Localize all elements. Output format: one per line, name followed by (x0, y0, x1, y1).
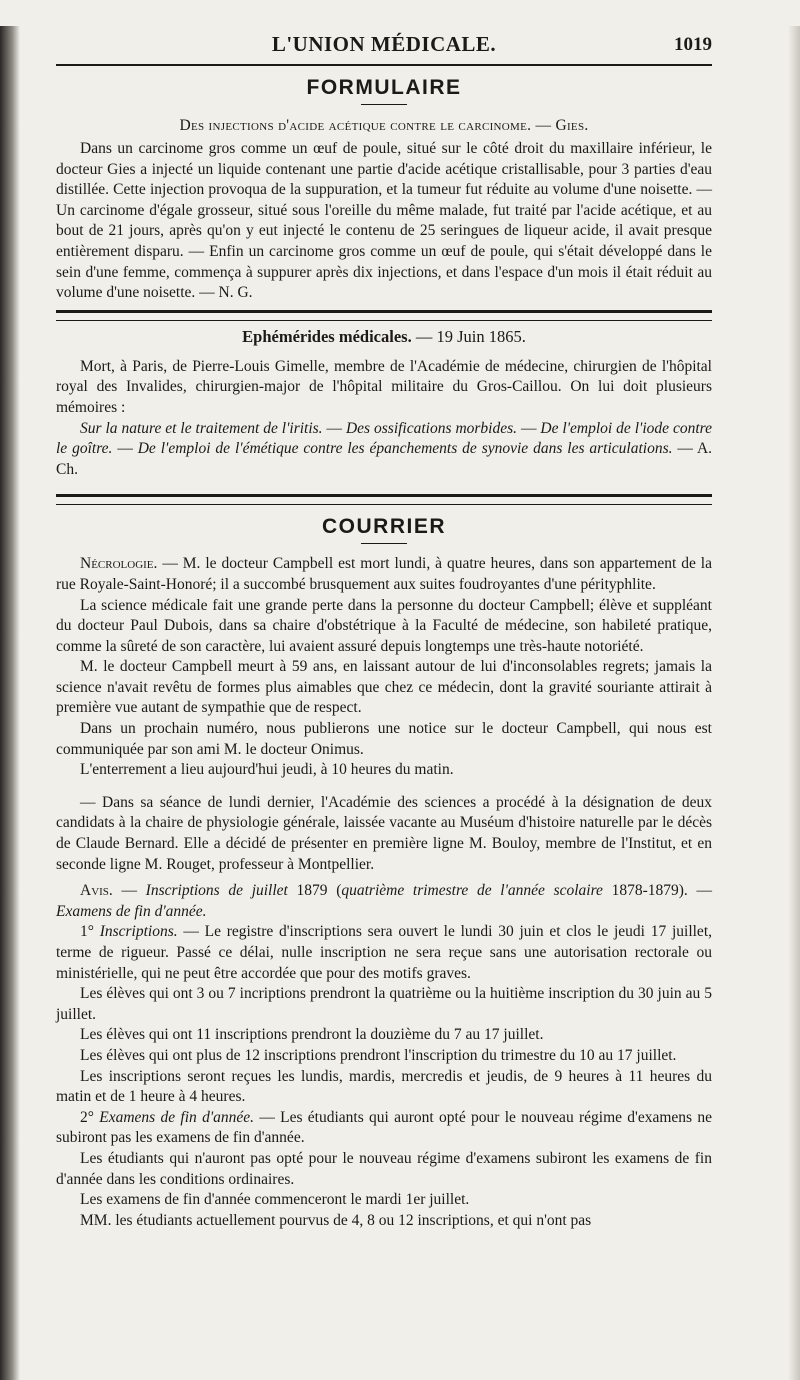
courrier-paragraph: MM. les étudiants actuellement pourvus de 4, 8 ou 12 inscriptions, et qui n'ont pas (80, 1211, 592, 1229)
avis-year: 1879 ( (287, 882, 342, 900)
courrier-paragraph: L'enterrement a lieu aujourd'hui jeudi, à 10 heures du matin. (80, 761, 454, 779)
ephemerides-date: — 19 Juin 1865. (415, 326, 526, 346)
ephemerides-label: Ephémérides médicales. (242, 326, 412, 346)
journal-page (0, 26, 800, 1380)
avis-examens: Examens de fin d'année. (56, 902, 207, 920)
ephemerides-signature: — A. Ch. (56, 440, 713, 478)
necrologie-text: — M. le docteur Campbell est mort lundi, à quatre heures, dans son appartement de la rue Royale-Saint-Honoré; il a succombé brusquement aux suites foudroyantes d'une pérityphlite. (56, 555, 712, 593)
academie-paragraph: — Dans sa séance de lundi dernier, l'Académie des sciences a procédé à la désignation de deux candidats à la chaire de physiologie générale, laissée vacante au Muséum d'histoire naturelle par le décès de Claude Bernard. Elle a décidé de présenter en première ligne M. Bouloy, membre de l'Institut, et en seconde ligne M. Rouget, professeur à Montpellier. (56, 793, 712, 873)
avis-paragraph (56, 881, 712, 922)
work-title-2: Des ossifications morbides. (345, 419, 518, 437)
examens-label: Examens de fin d'année. (99, 1108, 255, 1126)
running-head (56, 26, 712, 64)
necrologie-paragraph (56, 554, 712, 595)
page-edge-shadow (788, 26, 800, 1380)
examens-text: — Les étudiants qui auront opté pour le nouveau régime d'examens ne subiront pas les examens de fin d'année. (56, 1108, 712, 1147)
courrier-paragraph: Les élèves qui ont 11 inscriptions prendront la douzième du 7 au 17 juillet. (80, 1026, 544, 1044)
ephemerides-body: Mort, à Paris, de Pierre-Louis Gimelle, membre de l'Académie de médecine, chirurgien de l'hôpital royal des Invalides, chirurgien-major de l'hôpital militaire du Gros-Caillou. On lui doit plusieurs mémoires : (56, 357, 712, 416)
work-title-1: Sur la nature et le traitement de l'iritis. (80, 419, 323, 437)
work-title-3: De l'emploi de l'iode contre le goître. (56, 419, 713, 458)
works-separator: — (112, 440, 138, 458)
courrier-paragraph: Les étudiants qui n'auront pas opté pour le nouveau régime d'examens subiront les examens de fin d'année dans les conditions ordinaires. (56, 1149, 712, 1188)
examens-paragraph (56, 1108, 712, 1149)
heading-underline (361, 543, 407, 544)
ephemerides-works (56, 419, 712, 481)
work-title-4: De l'emploi de l'émétique contre les épanchements de synovie dans les articulations. (137, 440, 673, 458)
ephemerides-title (56, 327, 712, 347)
avis-inscriptions: Inscriptions de juillet (145, 882, 288, 900)
works-separator: — (517, 419, 541, 437)
avis-trimestre: quatrième trimestre de l'année scolaire (341, 882, 603, 900)
avis-label: Avis. (80, 882, 113, 900)
page-gutter-shadow (0, 26, 20, 1380)
header-rule (56, 64, 712, 66)
section-divider (56, 494, 712, 505)
courrier-paragraph: Les examens de fin d'année commenceront le mardi 1er juillet. (80, 1191, 470, 1209)
formulaire-body: Dans un carcinome gros comme un œuf de poule, situé sur le côté droit du maxillaire inférieur, le docteur Gies a injecté un liquide contenant une partie d'acide acétique cristallisable, pour 3 parties d'eau distillée. Cette injection provoqua de la suppuration, et la tumeur fut réduite au volume d'une noisette. — Un carcinome d'égale grosseur, situé sous l'oreille du même malade, fut traité par l'acide acétique, et au bout de 21 jours, après qu'on y eut injecté le contenu de 25 seringues de liqueur acide, il avait presque entièrement disparu. — Enfin un carcinome gros comme un œuf de poule, qui s'était développé dans le sein d'une femme, commença à suppurer après dix injections, et dans l'espace d'un mois il était réduit au volume d'une noisette. — N. G. (56, 140, 712, 302)
works-separator: — (322, 419, 346, 437)
avis-years: 1878-1879). — (602, 882, 712, 900)
avis-dash: — (112, 882, 146, 900)
courrier-paragraph: Les élèves qui ont plus de 12 inscriptions prendront l'inscription du trimestre du 10 au 17 juillet. (80, 1046, 677, 1064)
section-heading-formulaire: FORMULAIRE (306, 76, 462, 99)
inscriptions-label: Inscriptions. (99, 923, 178, 941)
section-heading-courrier: COURRIER (321, 515, 446, 539)
page-number: 1019 (674, 34, 712, 55)
list-number: 1° (80, 923, 100, 941)
inscriptions-text: — Le registre d'inscriptions sera ouvert le lundi 30 juin et clos le jeudi 17 juillet, terme de rigueur. Passé ce délai, nulle inscription ne sera reçue sans une autorisation rectorale ou ministérielle, qui ne peut être accordée que pour des motifs graves. (56, 923, 712, 982)
necrologie-label: Nécrologie. (80, 555, 158, 573)
courrier-paragraph: Les élèves qui ont 3 ou 7 incriptions prendront la quatrième ou la huitième inscription du 30 juin au 5 juillet. (56, 985, 712, 1023)
courrier-paragraph: Les inscriptions seront reçues les lundis, mardis, mercredis et jeudis, de 9 heures à 11 heures du matin et de 1 heure à 4 heures. (56, 1067, 712, 1106)
courrier-paragraph: Dans un prochain numéro, nous publierons une notice sur le docteur Campbell, qui nous est communiquée par son ami M. le docteur Onimus. (56, 720, 712, 758)
courrier-paragraph: La science médicale fait une grande perte dans la personne du docteur Campbell; élève et suppléant du docteur Paul Dubois, dans sa chaire d'obstétrique à la Faculté de médecine, son habileté pratique, comme la sûreté de son caractère, lui avaient assuré depuis longtemps une très-haute notoriété. (56, 596, 712, 655)
article-title-gies: Des injections d'acide acétique contre le carcinome. — Gies. (179, 117, 589, 134)
journal-title: L'UNION MÉDICALE. (271, 32, 497, 56)
inscriptions-paragraph (56, 922, 712, 984)
list-number: 2° (80, 1108, 100, 1126)
heading-underline (361, 104, 407, 105)
section-divider (56, 310, 712, 321)
courrier-paragraph: M. le docteur Campbell meurt à 59 ans, en laissant autour de lui d'inconsolables regrets; jamais la science n'avait revêtu de formes plus aimables que chez ce médecin, dont la gravité souriante attirait à première vue autant de sympathie que de respect. (56, 658, 712, 717)
